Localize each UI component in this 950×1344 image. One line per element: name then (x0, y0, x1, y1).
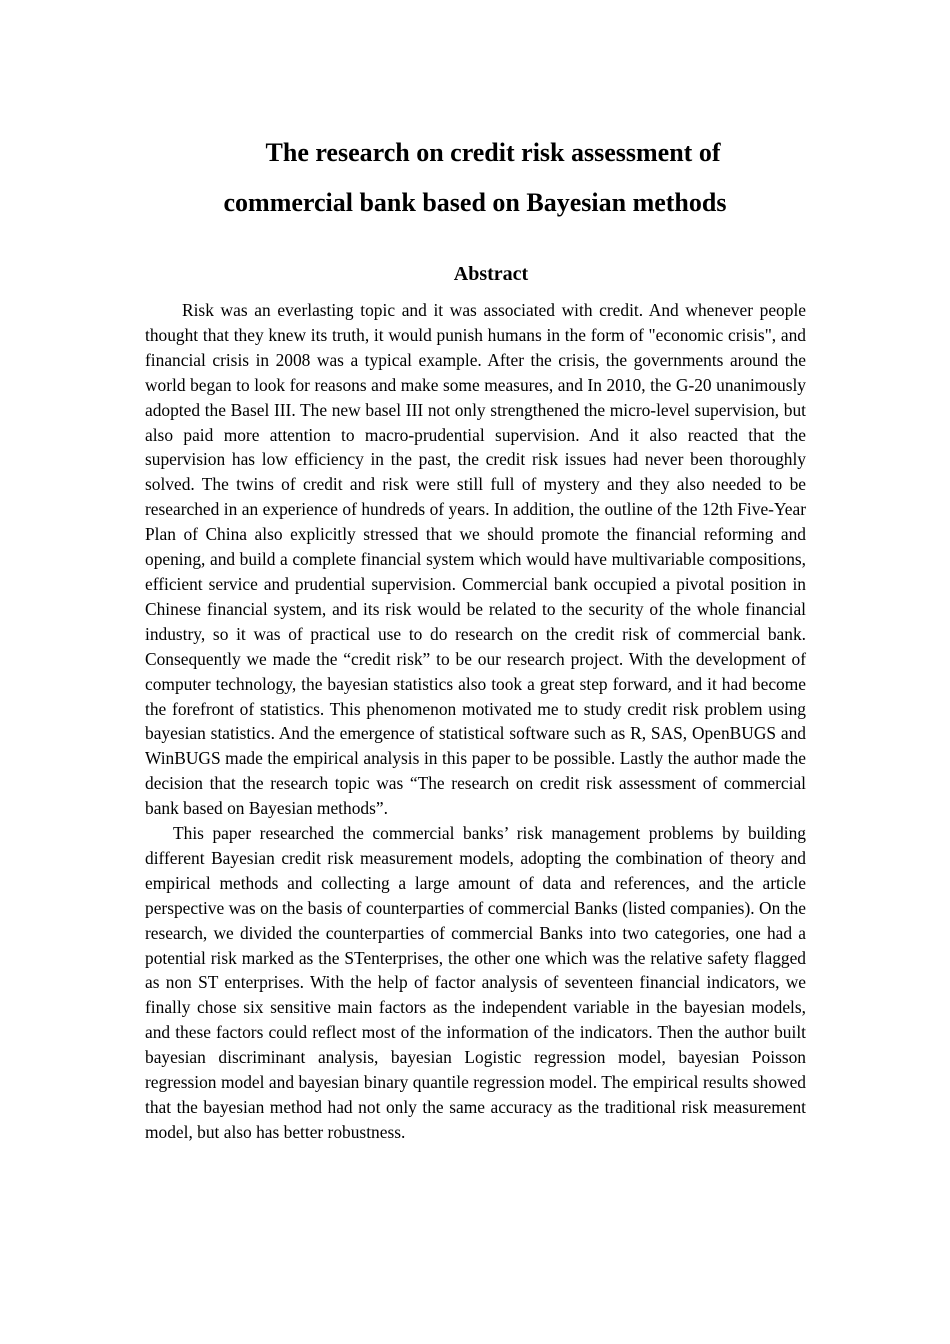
paper-title-line-2: commercial bank based on Bayesian methods (223, 188, 727, 217)
paper-title (0, 128, 950, 228)
abstract-body (145, 298, 806, 1145)
abstract-paragraph-2: This paper researched the commercial banks’ risk management problems by building different Bayesian credit risk measurement models, adopting the combination of theory and empirical methods and collecting a large amount of data and references, and the article perspective was on the basis of counterparties of commercial Banks (listed companies). On the research, we divided the counterparties of commercial Banks into two categories, one had a potential risk marked as the STenterprises, the other one which was the relative safety flagged as non ST enterprises. With the help of factor analysis of seventeen financial indicators, we finally chose six sensitive main factors as the independent variable in the bayesian models, and these factors could reflect most of the information of the indicators. Then the author built bayesian discriminant analysis, bayesian Logistic regression model, bayesian Poisson regression model and bayesian binary quantile regression model. The empirical results showed that the bayesian method had not only the same accuracy as the traditional risk measurement model, but also has better robustness. (145, 823, 806, 1142)
paper-title-line-1: The research on credit risk assessment of (265, 138, 721, 167)
abstract-heading: Abstract (453, 263, 529, 285)
abstract-paragraph-1: Risk was an everlasting topic and it was associated with credit. And whenever people thought that they knew its truth, it would punish humans in the form of "economic crisis", and financial crisis in 2008 was a typical example. After the crisis, the governments around the world began to look for reasons and make some measures, and In 2010, the G-20 unanimously adopted the Basel III. The new basel III not only strengthened the micro-level supervision, but also paid more attention to macro-prudential supervision. And it also reacted that the supervision has low efficiency in the past, the credit risk issues had never been thoroughly solved. The twins of credit and risk were still full of mystery and they also needed to be researched in an experience of hundreds of years. In addition, the outline of the 12th Five-Year Plan of China also explicitly stressed that we should promote the financial reforming and opening, and build a complete financial system which would have multivariable compositions, efficient service and prudential supervision. Commercial bank occupied a pivotal position in Chinese financial system, and its risk would be related to the security of the whole financial industry, so it was of practical use to do research on the credit risk of commercial bank. Consequently we made the “credit risk” to be our research project. With the development of computer technology, the bayesian statistics also took a great step forward, and it had become the forefront of statistics. This phenomenon motivated me to study credit risk problem using bayesian statistics. And the emergence of statistical software such as R, SAS, OpenBUGS and WinBUGS made the empirical analysis in this paper to be possible. Lastly the author made the decision that the research topic was “The research on credit risk assessment of commercial bank based on Bayesian methods”. (145, 300, 806, 819)
